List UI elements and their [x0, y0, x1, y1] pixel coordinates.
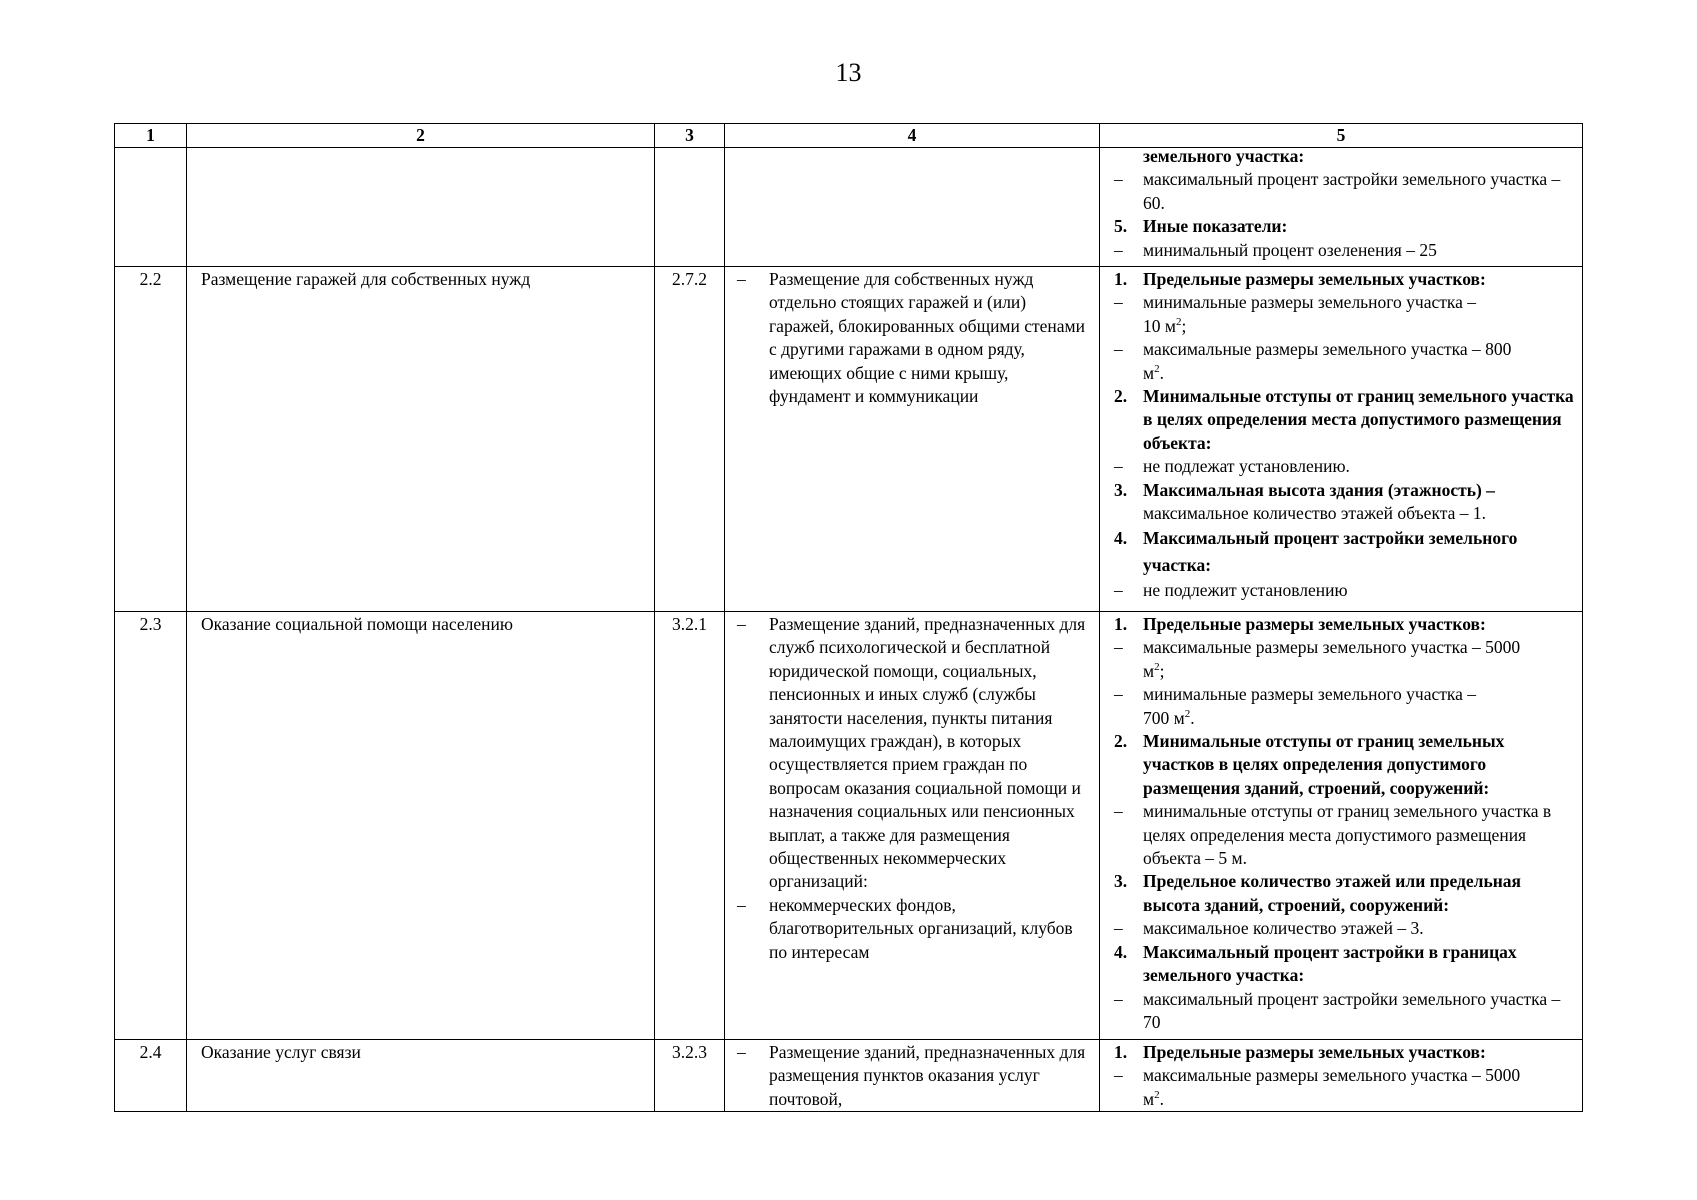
description-item: – некоммерческих фондов, благотворительных организаций, клубов по интересам	[737, 894, 1073, 962]
row-description-cell	[725, 1040, 1100, 1112]
table-row	[115, 267, 1583, 612]
param-item: – максимальное количество этажей – 3.	[1114, 918, 1424, 939]
description-item: – Размещение зданий, предназначенных для размещения пунктов оказания услуг почтовой,	[737, 1042, 1086, 1109]
table-row	[115, 1040, 1583, 1112]
table-header-row	[115, 124, 1583, 148]
param-item: – максимальные размеры земельного участка – 800 $м^2$.	[1114, 339, 1512, 383]
param-item: – минимальные размеры земельного участка – 700 $м^2$.	[1114, 684, 1477, 728]
row-code-cell: 2.7.2	[655, 267, 725, 612]
param-item: – максимальный процент застройки земельного участка – 70	[1114, 988, 1561, 1032]
row-number-cell	[115, 148, 187, 267]
param-heading: 1. Предельные размеры земельных участков:	[1114, 269, 1486, 289]
row-code-cell: 3.2.1	[655, 612, 725, 1040]
column-header-5: 5	[1100, 124, 1583, 148]
row-code-cell: 3.2.3	[655, 1040, 725, 1112]
row-parameters-cell	[1100, 1040, 1583, 1112]
row-parameters-cell	[1100, 612, 1583, 1040]
row-parameters-cell	[1100, 267, 1583, 612]
param-heading: 4. Максимальный процент застройки в границах земельного участка:	[1114, 941, 1517, 986]
param-item: – минимальный процент озеленения – 25	[1114, 239, 1437, 260]
param-heading: 2. Минимальные отступы от границ земельного участка в целях определения места допустимого размещения объекта:	[1114, 386, 1574, 453]
row-name-cell: Оказание услуг связи	[187, 1040, 655, 1112]
param-item: – минимальные размеры земельного участка – 10 $м^2$;	[1114, 292, 1477, 336]
param-item: – минимальные отступы от границ земельного участка в целях определения места допустимого размещения объекта – 5 м.	[1114, 801, 1552, 869]
param-heading: 3. Предельное количество этажей или предельная высота зданий, строений, сооружений:	[1114, 871, 1522, 915]
param-heading: 3. Максимальная высота здания (этажность) – максимальное количество этажей объекта – 1.	[1114, 479, 1495, 524]
table-row	[115, 148, 1583, 267]
column-header-3: 3	[655, 124, 725, 148]
row-description-cell	[725, 267, 1100, 612]
param-item: – максимальные размеры земельного участка – 5000 $м^2$;	[1114, 637, 1521, 681]
param-heading: 1. Предельные размеры земельных участков:	[1114, 614, 1486, 634]
row-number-cell: 2.2	[115, 267, 187, 612]
row-number-cell: 2.4	[115, 1040, 187, 1112]
param-heading: 2. Минимальные отступы от границ земельных участков в целях определения допустимого размещения зданий, строений, сооружений:	[1114, 731, 1505, 798]
row-description-cell	[725, 148, 1100, 267]
row-name-cell	[187, 148, 655, 267]
row-name-cell: Оказание социальной помощи населению	[187, 612, 655, 1040]
column-header-1: 1	[115, 124, 187, 148]
row-name-cell: Размещение гаражей для собственных нужд	[187, 267, 655, 612]
row-number-cell: 2.3	[115, 612, 187, 1040]
row-description-cell	[725, 612, 1100, 1040]
description-item: – Размещение для собственных нужд отдельно стоящих гаражей и (или) гаражей, блокированных общими стенами с другими гаражами в одном ряду, имеющих общие с ними крышу, фундамент и коммуникации	[737, 269, 1085, 407]
regulation-table	[114, 123, 1583, 1112]
param-item: – максимальный процент застройки земельного участка – 60.	[1114, 169, 1561, 213]
param-heading: 5. Иные показатели:	[1114, 216, 1288, 237]
param-item: – не подлежат установлению.	[1114, 456, 1350, 477]
description-item: – Размещение зданий, предназначенных для служб психологической и бесплатной юридической помощи, социальных, пенсионных и иных служб (службы занятости населения, пункты питания малоимущих граждан), в которых осуществляется прием граждан по вопросам оказания социальной помощи и назначения социальных или пенсионных выплат, а также для размещения общественных некоммерческих организаций:	[737, 614, 1086, 892]
param-heading: земельного участка:	[1143, 146, 1305, 166]
column-header-2: 2	[187, 124, 655, 148]
param-heading: 1. Предельные размеры земельных участков:	[1114, 1042, 1486, 1062]
row-code-cell	[655, 148, 725, 267]
param-item: – максимальные размеры земельного участка – 5000 $м^2$.	[1114, 1065, 1521, 1109]
column-header-4: 4	[725, 124, 1100, 148]
param-item: – не подлежит установлению	[1114, 580, 1348, 601]
page-number: 13	[835, 58, 862, 87]
row-parameters-cell	[1100, 148, 1583, 267]
param-heading: 4. Максимальный процент застройки земельного участка:	[1114, 528, 1518, 576]
table-row	[115, 612, 1583, 1040]
